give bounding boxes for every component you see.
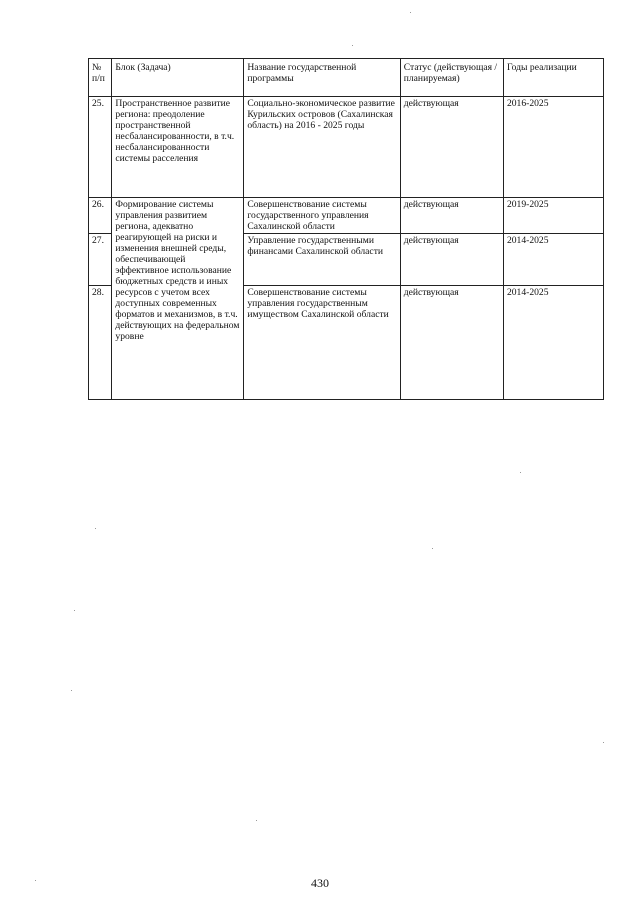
row-status: действующая bbox=[400, 198, 503, 234]
header-years: Годы реализации bbox=[503, 59, 603, 97]
row-number: 25. bbox=[89, 97, 112, 198]
table-row bbox=[89, 198, 604, 234]
row-block: Пространственное развитие региона: преодоление пространственной несбалансированности, в т.ч. несбалансированности системы расселения bbox=[112, 97, 244, 198]
row-status: действующая bbox=[400, 97, 503, 198]
header-program: Название государственной программы bbox=[244, 59, 400, 97]
row-number: 28. bbox=[89, 286, 112, 400]
page-number: 430 bbox=[311, 876, 329, 890]
table-header-row bbox=[89, 59, 604, 97]
row-number: 27. bbox=[89, 234, 112, 286]
header-status: Статус (действующая / планируемая) bbox=[400, 59, 503, 97]
row-status: действующая bbox=[400, 286, 503, 400]
row-block-merged: Формирование системы управления развитием региона, адекватно реагирующей на риски и изменения внешней среды, обеспечивающей эффективное использование бюджетных средств и иных ресурсов с учетом всех доступных современных форматов и механизмов, в т.ч. действующих на федеральном уровне bbox=[112, 198, 244, 400]
row-years: 2014-2025 bbox=[503, 286, 603, 400]
row-years: 2016-2025 bbox=[503, 97, 603, 198]
row-program: Управление государственными финансами Сахалинской области bbox=[244, 234, 400, 286]
row-program: Совершенствование системы государственного управления Сахалинской области bbox=[244, 198, 400, 234]
header-number: № п/п bbox=[89, 59, 112, 97]
row-status: действующая bbox=[400, 234, 503, 286]
row-program: Социально-экономическое развитие Курильских островов (Сахалинская область) на 2016 - 2025 годы bbox=[244, 97, 400, 198]
table-row bbox=[89, 97, 604, 198]
header-block: Блок (Задача) bbox=[112, 59, 244, 97]
state-programs-table bbox=[88, 58, 604, 400]
row-program: Совершенствование системы управления государственным имуществом Сахалинской области bbox=[244, 286, 400, 400]
row-years: 2019-2025 bbox=[503, 198, 603, 234]
row-years: 2014-2025 bbox=[503, 234, 603, 286]
row-number: 26. bbox=[89, 198, 112, 234]
